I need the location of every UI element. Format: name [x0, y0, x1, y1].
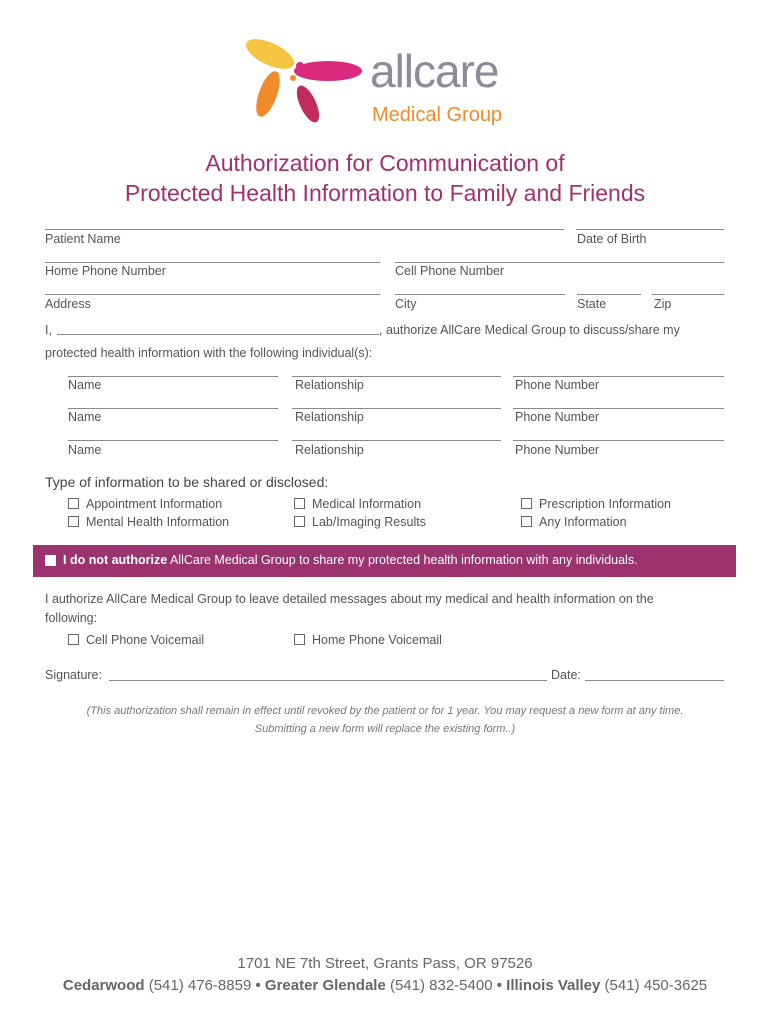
- messages-text-line1: I authorize AllCare Medical Group to leave detailed messages about my medical and health information on the: [45, 592, 654, 606]
- individual-phone-label: Phone Number: [515, 378, 600, 392]
- office-name: Illinois Valley: [506, 977, 601, 994]
- individual-relationship-label: Relationship: [295, 410, 364, 424]
- date-of-birth-line[interactable]: [576, 229, 724, 230]
- not-authorize-band: [33, 545, 736, 577]
- not-authorize-bold: I do not authorize: [63, 553, 168, 567]
- individual-name-label: Name: [68, 443, 102, 457]
- individual-relationship-line[interactable]: [292, 376, 501, 377]
- option-label: Any Information: [539, 515, 627, 529]
- info-option-any[interactable]: [521, 515, 627, 529]
- individual-phone-label: Phone Number: [515, 443, 600, 457]
- option-label: Lab/Imaging Results: [312, 515, 426, 529]
- cell-phone-line[interactable]: [395, 262, 724, 263]
- checkbox-icon[interactable]: [294, 516, 305, 527]
- signature-line[interactable]: [109, 680, 547, 681]
- state-label: State: [577, 297, 607, 311]
- info-option-lab-imaging[interactable]: [294, 515, 426, 529]
- info-option-prescription[interactable]: [521, 497, 671, 511]
- city-label: City: [395, 297, 417, 311]
- checkbox-icon[interactable]: [68, 516, 79, 527]
- info-option-mental-health[interactable]: [68, 515, 229, 529]
- date-label: Date:: [551, 668, 581, 682]
- office-name: Cedarwood: [62, 977, 145, 994]
- not-authorize-checkbox-icon[interactable]: [45, 555, 56, 566]
- individual-phone-line[interactable]: [513, 440, 724, 441]
- city-line[interactable]: [395, 294, 565, 295]
- logo-brand: allcare: [370, 45, 499, 97]
- not-authorize-text: [63, 553, 638, 567]
- footer-address: 1701 NE 7th Street, Grants Pass, OR 97526: [237, 955, 533, 972]
- home-phone-label: Home Phone Number: [45, 264, 166, 278]
- form-title-line2: Protected Health Information to Family and Friends: [124, 180, 646, 206]
- individual-phone-line[interactable]: [513, 376, 724, 377]
- individual-name-line[interactable]: [68, 440, 278, 441]
- home-phone-line[interactable]: [45, 262, 380, 263]
- info-option-medical[interactable]: [294, 497, 421, 511]
- zip-line[interactable]: [652, 294, 724, 295]
- butterfly-logo-icon: [240, 36, 370, 131]
- option-label: Appointment Information: [86, 497, 223, 511]
- cell-voicemail-option[interactable]: [68, 633, 204, 647]
- zip-label: Zip: [654, 297, 672, 311]
- address-line[interactable]: [45, 294, 380, 295]
- info-option-appointment[interactable]: [68, 497, 222, 511]
- individual-relationship-line[interactable]: [292, 408, 501, 409]
- option-label: Mental Health Information: [86, 515, 230, 529]
- messages-text-line2: following:: [45, 611, 98, 625]
- notice-line2: Submitting a new form will replace the existing form..): [254, 723, 516, 735]
- address-label: Address: [45, 297, 91, 311]
- option-label: Medical Information: [312, 497, 422, 511]
- logo-subtitle: Medical Group: [372, 104, 503, 126]
- office-phone: (541) 450-3625: [604, 977, 708, 994]
- authorizer-name-line[interactable]: [57, 334, 379, 335]
- authorize-suffix: , authorize AllCare Medical Group to discuss/share my: [379, 323, 680, 337]
- individual-name-line[interactable]: [68, 376, 278, 377]
- notice-line1: (This authorization shall remain in effect until revoked by the patient or for 1 year. You may request a new form at any time.: [86, 705, 684, 717]
- option-label: Cell Phone Voicemail: [86, 633, 205, 647]
- info-types-heading: Type of information to be shared or disclosed:: [45, 474, 329, 490]
- checkbox-icon[interactable]: [68, 498, 79, 509]
- individual-relationship-label: Relationship: [295, 378, 364, 392]
- option-label: Prescription Information: [539, 497, 672, 511]
- not-authorize-rest: AllCare Medical Group to share my protected health information with any individuals.: [167, 553, 638, 567]
- individual-phone-line[interactable]: [513, 408, 724, 409]
- individual-name-label: Name: [68, 410, 102, 424]
- individual-phone-label: Phone Number: [515, 410, 600, 424]
- checkbox-icon[interactable]: [521, 516, 532, 527]
- individual-name-label: Name: [68, 378, 102, 392]
- checkbox-icon[interactable]: [521, 498, 532, 509]
- signature-label: Signature:: [45, 668, 102, 682]
- individual-name-line[interactable]: [68, 408, 278, 409]
- date-of-birth-label: Date of Birth: [577, 232, 647, 246]
- home-voicemail-option[interactable]: [294, 633, 442, 647]
- authorize-line2: protected health information with the following individual(s):: [45, 346, 373, 360]
- patient-name-line[interactable]: [45, 229, 564, 230]
- form-title-line1: Authorization for Communication of: [205, 150, 565, 176]
- cell-phone-label: Cell Phone Number: [395, 264, 505, 278]
- state-line[interactable]: [577, 294, 641, 295]
- allcare-logo: [240, 36, 530, 131]
- individual-relationship-label: Relationship: [295, 443, 364, 457]
- office-phone: (541) 476-8859: [148, 977, 252, 994]
- individual-relationship-line[interactable]: [292, 440, 501, 441]
- office-phone: (541) 832-5400: [389, 977, 493, 994]
- footer-offices: [0, 977, 770, 994]
- authorize-prefix: I,: [45, 323, 52, 337]
- date-line[interactable]: [585, 680, 724, 681]
- option-label: Home Phone Voicemail: [312, 633, 442, 647]
- checkbox-icon[interactable]: [294, 634, 305, 645]
- office-separator: •: [255, 977, 261, 994]
- checkbox-icon[interactable]: [68, 634, 79, 645]
- patient-name-label: Patient Name: [45, 232, 121, 246]
- checkbox-icon[interactable]: [294, 498, 305, 509]
- office-separator: •: [496, 977, 502, 994]
- office-name: Greater Glendale: [264, 977, 386, 994]
